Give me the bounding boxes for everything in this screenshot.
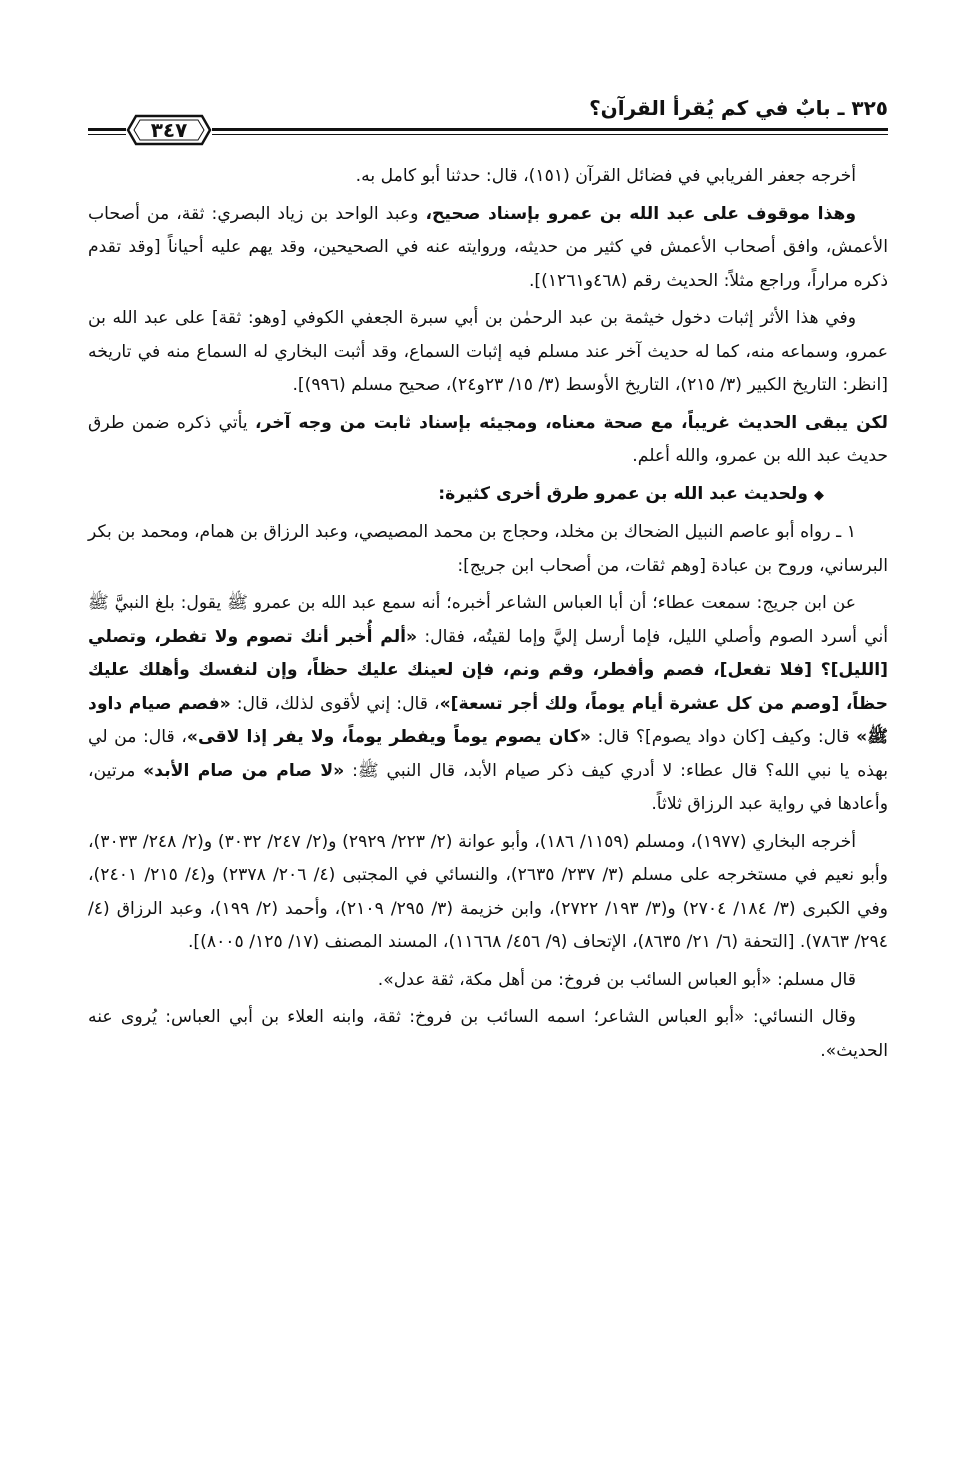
bold-ruling: وهذا موقوف على عبد الله بن عمرو بإسناد صحيح، [425, 203, 856, 224]
hadith-quote: «كان يصوم يوماً ويفطر يوماً، ولا يفر إذا لاقى» [186, 727, 591, 747]
paragraph [88, 826, 888, 960]
paragraph [88, 160, 888, 194]
bold-ruling: لكن يبقى الحديث غريباً، مع صحة معناه، ومجيئه بإسناد ثابت من وجه آخر، [254, 412, 889, 433]
chapter-title: ٣٢٥ ـ بابٌ في كم يُقرأ القرآن؟ [589, 96, 888, 120]
paragraph-text: عن ابن جريج: سمعت عطاء؛ أن أبا العباس الشاعر أخبره؛ أنه سمع عبد الله بن عمرو ﷺ يقول: بلغ النبيَّ ﷺ أني أسرد الصوم وأصلي الليل، فإما أرسل إليَّ وإما لقيتُه، فقال: [88, 593, 888, 647]
paragraph-text: ١ ـ رواه أبو عاصم النبيل الضحاك بن مخلد، وحجاج بن محمد المصيصي، وعبد الرزاق بن همام، ومحمد بن بكر البرساني، وروح بن عبادة [وهم ثقات، من أصحاب ابن جريج]: [88, 522, 888, 576]
heading-text: ولحديث عبد الله بن عمرو طرق أخرى كثيرة: [438, 483, 808, 504]
paragraph-text: مرتين، وأعادها في رواية عبد الرزاق ثلاثاً. [88, 760, 888, 814]
page-header [88, 88, 888, 150]
paragraph [88, 516, 888, 583]
hadith-quote: «لا صام من صام الأبد» [143, 760, 345, 781]
section-heading [88, 478, 888, 513]
page-body [88, 160, 888, 1072]
paragraph-text: قال مسلم: «أبو العباس السائب بن فروخ: من أهل مكة، ثقة عدل». [377, 969, 856, 990]
paragraph [88, 964, 888, 998]
paragraph-text: وفي هذا الأثر إثبات دخول خيثمة بن عبد الرحمٰن بن أبي سبرة الجعفي الكوفي [وهو: ثقة] على عبد الله بن عمرو، وسماعه منه، كما له حديث آخر عند مسلم فيه إثبات السماع، وقد أثبت البخاري له السماع منه في تاريخه [انظر: التاريخ الكبير (٣/ ٢١٥)، التاريخ الأوسط (٣/ ١٥/ ٢٣و٢٤)، صحيح مسلم (٩٩٦)]. [88, 308, 888, 395]
paragraph-text: ، قال: من لي بهذه يا نبي الله؟ قال عطاء: لا أدري كيف ذكر صيام الأبد، قال النبي ﷺ: [88, 727, 888, 781]
paragraph [88, 1001, 888, 1068]
hadith-quote: «ألم أُخبر أنك تصوم ولا تفطر، وتصلي [الليل]؟ [فلا تفعل]، فصم وأفطر، وقم ونم، فإن لعينك عليك حظاً، وإن لنفسك وأهلك عليك حظاً، [وصم من كل عشرة أيام يوماً، ولك أجر تسعة]» [88, 626, 888, 714]
paragraph-text: ، قال: إني لأقوى لذلك، قال: [230, 693, 440, 714]
paragraph-text: وعبد الواحد بن زياد البصري: ثقة، من أصحاب الأعمش، وافق أصحاب الأعمش في كثير من حديثه، وروايته عنه في الصحيحين، وقد يهم عليه أحياناً [وقد تقدم ذكره مراراً، وراجع مثلاً: الحديث رقم (٤٦٨و١٢٦١)]. [88, 203, 888, 291]
paragraph-text: وقال النسائي: «أبو العباس الشاعر؛ اسمه السائب بن فروخ: ثقة، وابنه العلاء بن أبي العباس: يُروى عنه الحديث». [88, 1007, 888, 1061]
paragraph-text: أخرجه جعفر الفريابي في فضائل القرآن (١٥١)، قال: حدثنا أبو كامل به. [355, 166, 856, 186]
paragraph [88, 198, 888, 299]
page-number: ٣٤٧ [150, 118, 188, 142]
paragraph [88, 407, 888, 474]
paragraph-text: أخرجه البخاري (١٩٧٧)، ومسلم (١١٥٩/ ١٨٦)، وأبو عوانة (٢/ ٢٢٣/ ٢٩٢٩) و(٢/ ٢٤٧/ ٣٠٣٢) و(٢/ ٢٤٨/ ٣٠٣٣)، وأبو نعيم في مستخرجه على مسلم (٣/ ٢٣٧/ ٢٦٣٥)، والنسائي في المجتبى (٤/ ٢٠٦/ ٢٣٧٨) و(٤/ ٢١٥/ ٢٤٠١)، وفي الكبرى (٣/ ١٨٤/ ٢٧٠٤) و(٣/ ١٩٣/ ٢٧٢٢)، وابن خزيمة (٣/ ٢٩٥/ ٢١٠٩)، وأحمد (٢/ ١٩٩)، وعبد الرزاق (٤/ ٢٩٤/ ٧٨٦٣). [التحفة (٦/ ٢١/ ٨٦٣٥)، الإتحاف (٩/ ٤٥٦/ ١١٦٦٨)، المسند المصنف (١٧/ ١٢٥/ ٨٠٠٥)]. [88, 831, 888, 952]
hadith-quote: «فصم صيام داود ﷺ» [88, 693, 889, 747]
hadith-paragraph [88, 587, 888, 822]
paragraph [88, 302, 888, 403]
paragraph-text: يأتي ذكره ضمن طرق حديث عبد الله بن عمرو، والله أعلم. [88, 412, 888, 466]
paragraph-text: قال: وكيف [كان دواد يصوم]؟ قال: [590, 727, 857, 747]
diamond-bullet-icon: ◆ [814, 487, 824, 503]
page-number-badge [126, 114, 212, 146]
